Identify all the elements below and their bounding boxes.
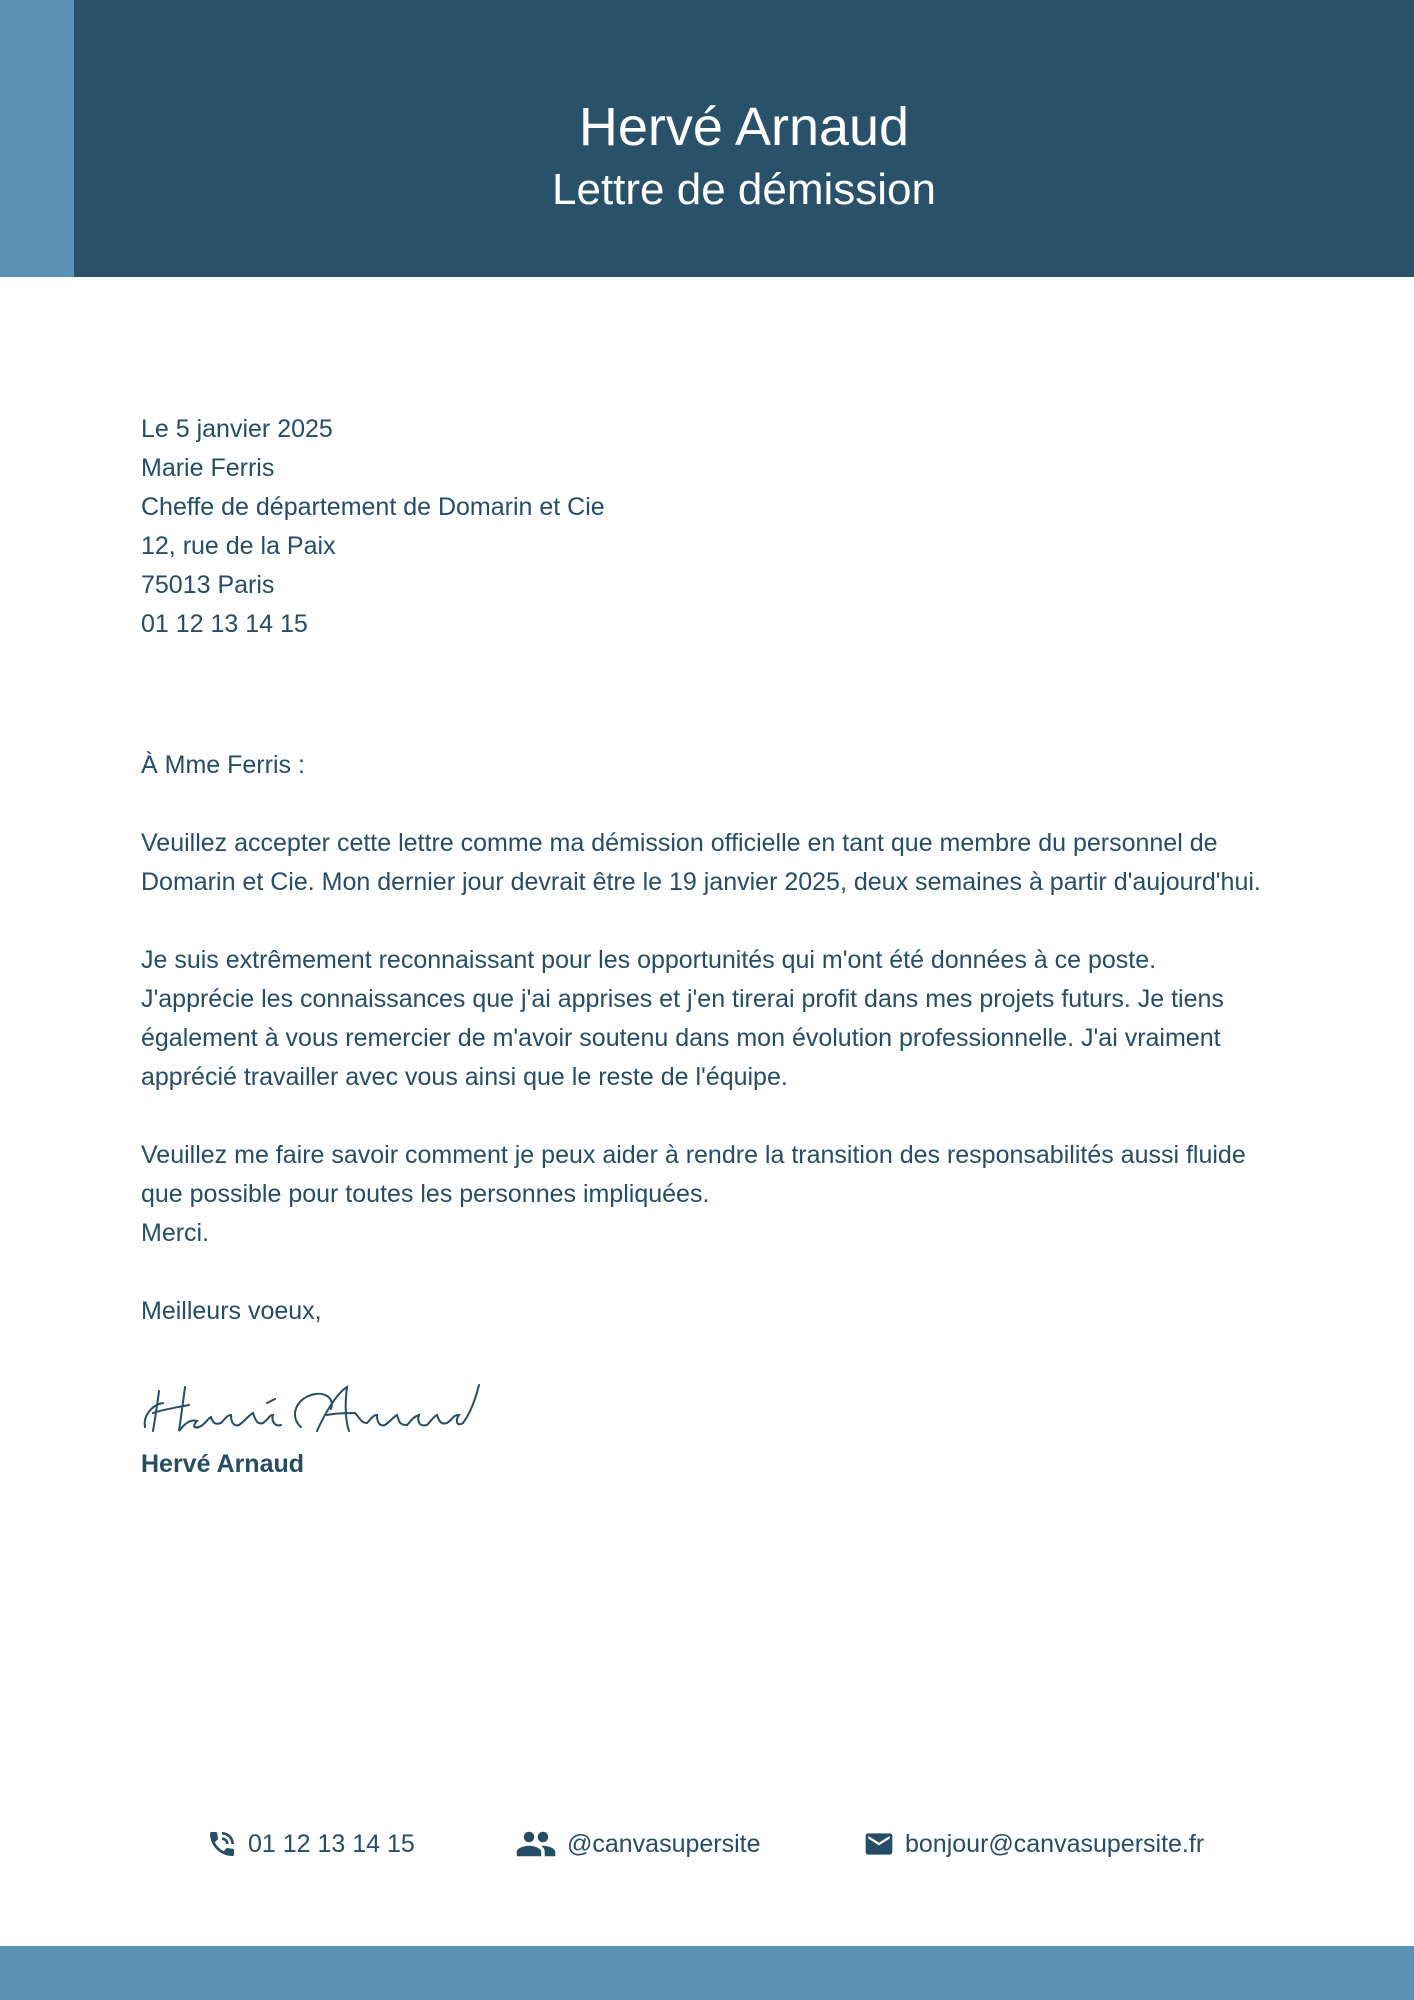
contact-phone [206, 1822, 415, 1866]
contact-social [515, 1822, 761, 1866]
address-block [141, 410, 1271, 644]
letter-body [141, 746, 1271, 1331]
paragraph-3: Veuillez me faire savoir comment je peux aider à rendre la transition des responsabilités aussi fluide que possible pour toutes les personnes impliquées. [141, 1141, 1246, 1208]
contact-email-text: bonjour@canvasupersite.fr [905, 1829, 1205, 1858]
people-icon [515, 1828, 557, 1860]
contact-social-text: @canvasupersite [567, 1829, 761, 1858]
signer-name: Hervé Arnaud [141, 1450, 305, 1478]
recipient-city: 75013 Paris [141, 571, 275, 599]
paragraph-2: Je suis extrêmement reconnaissant pour les opportunités qui m'ont été données à ce poste. J'apprécie les connaissances que j'ai apprises et j'en tirerai profit dans mes projets futurs. Je tiens également à vous remercier de m'avoir soutenu dans mon évolution professionnelle. J'ai vraiment apprécié travailler avec vous ainsi que le reste de l'équipe. [141, 946, 1224, 1091]
handwritten-signature [141, 1373, 1271, 1443]
recipient-position: Cheffe de département de Domarin et Cie [141, 493, 605, 521]
contact-phone-text: 01 12 13 14 15 [248, 1829, 415, 1858]
header-name: Hervé Arnaud [578, 97, 910, 157]
recipient-phone: 01 12 13 14 15 [141, 610, 308, 638]
footer-bar [0, 1946, 1414, 2000]
contact-email [863, 1822, 1204, 1866]
letter [141, 410, 1271, 1509]
paragraph-1: Veuillez accepter cette lettre comme ma démission officielle en tant que membre du personnel de Domarin et Cie. Mon dernier jour devrait être le 19 janvier 2025, deux semaines à partir d'aujourd'hui. [141, 829, 1261, 896]
header-accent-bar [0, 0, 74, 277]
recipient-name: Marie Ferris [141, 454, 275, 482]
thanks: Merci. [141, 1219, 210, 1247]
recipient-street: 12, rue de la Paix [141, 532, 336, 560]
phone-icon [206, 1828, 238, 1860]
mail-icon [863, 1828, 895, 1860]
letter-date: Le 5 janvier 2025 [141, 415, 333, 443]
page-header [0, 0, 1414, 277]
header-subtitle: Lettre de démission [552, 165, 936, 214]
contact-bar [0, 1822, 1414, 1866]
salutation: À Mme Ferris : [141, 751, 305, 779]
closing: Meilleurs voeux, [141, 1297, 322, 1325]
